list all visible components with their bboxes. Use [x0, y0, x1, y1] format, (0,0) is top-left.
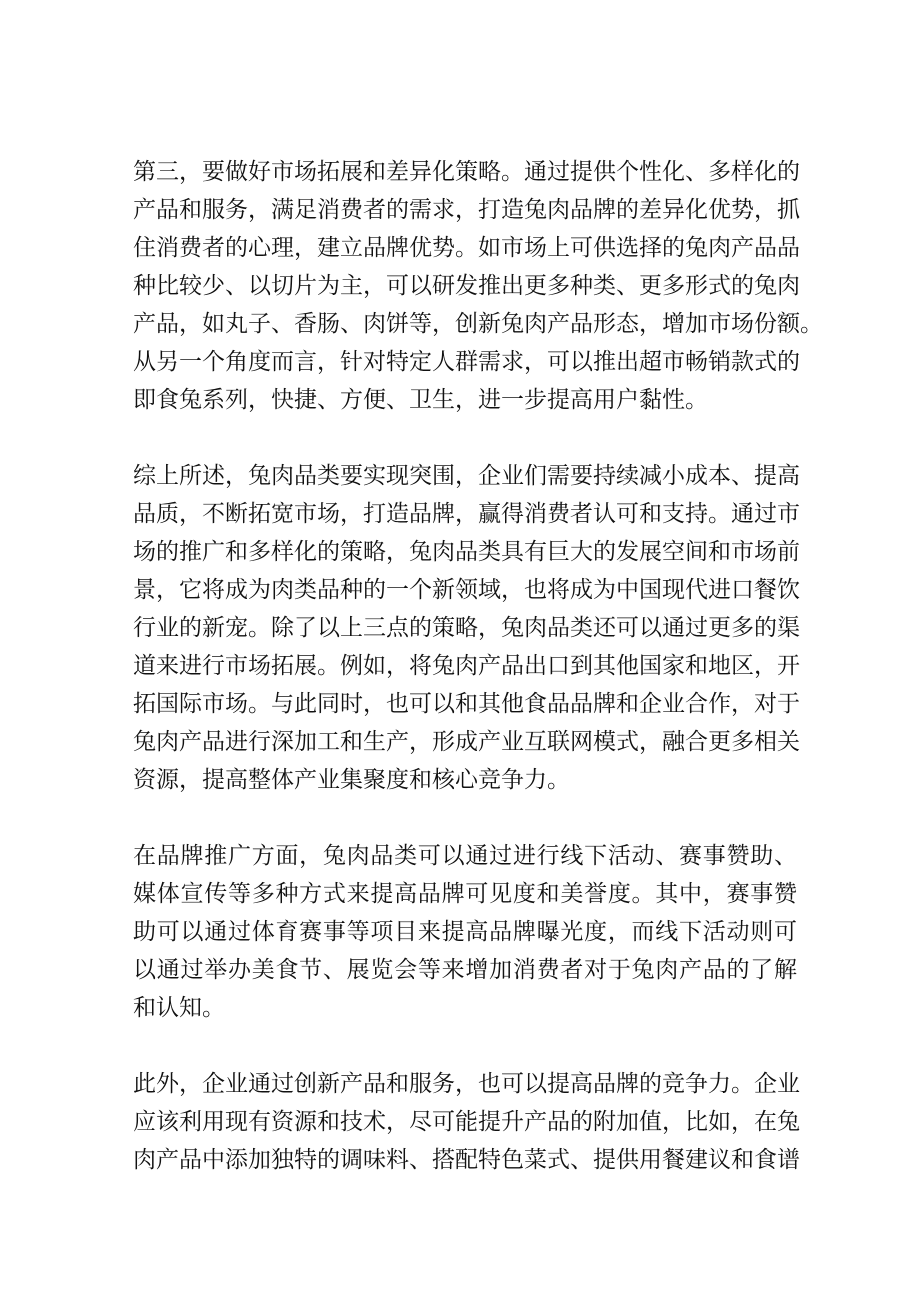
text-line: 从另一个角度而言，针对特定人群需求，可以推出超市畅销款式的 — [133, 349, 800, 375]
text-line: 以通过举办美食节、展览会等来增加消费者对于兔肉产品的了解 — [133, 957, 797, 983]
paragraph-brand-promotion — [133, 837, 797, 1027]
text-line: 应该利用现有资源和技术，尽可能提升产品的附加值，比如，在兔 — [133, 1109, 800, 1135]
text-line: 媒体宣传等多种方式来提高品牌可见度和美誉度。其中，赛事赞 — [133, 881, 797, 907]
text-line: 道来进行市场拓展。例如，将兔肉产品出口到其他国家和地区，开 — [133, 653, 800, 679]
paragraph-innovation — [133, 1065, 800, 1179]
text-line: 第三，要做好市场拓展和差异化策略。通过提供个性化、多样化的 — [133, 159, 800, 185]
paragraph-summary — [133, 457, 800, 799]
document-body — [133, 153, 823, 1217]
text-line: 综上所述，兔肉品类要实现突围，企业们需要持续减小成本、提高 — [133, 463, 800, 489]
text-line: 资源，提高整体产业集聚度和核心竞争力。 — [133, 767, 570, 793]
text-line: 此外，企业通过创新产品和服务，也可以提高品牌的竞争力。企业 — [133, 1071, 800, 1097]
text-line: 住消费者的心理，建立品牌优势。如市场上可供选择的兔肉产品品 — [133, 235, 800, 261]
text-line: 场的推广和多样化的策略，兔肉品类具有巨大的发展空间和市场前 — [133, 539, 800, 565]
text-line: 和认知。 — [133, 995, 225, 1021]
text-line: 即食兔系列，快捷、方便、卫生，进一步提高用户黏性。 — [133, 387, 708, 413]
text-line: 在品牌推广方面，兔肉品类可以通过进行线下活动、赛事赞助、 — [133, 843, 797, 869]
text-line: 兔肉产品进行深加工和生产，形成产业互联网模式，融合更多相关 — [133, 729, 800, 755]
text-line: 产品，如丸子、香肠、肉饼等，创新兔肉产品形态，增加市场份额。 — [133, 311, 823, 337]
text-line: 种比较少、以切片为主，可以研发推出更多种类、更多形式的兔肉 — [133, 273, 800, 299]
text-line: 助可以通过体育赛事等项目来提高品牌曝光度，而线下活动则可 — [133, 919, 797, 945]
text-line: 行业的新宠。除了以上三点的策略，兔肉品类还可以通过更多的渠 — [133, 615, 800, 641]
paragraph-market-expansion — [133, 153, 823, 419]
text-line: 肉产品中添加独特的调味料、搭配特色菜式、提供用餐建议和食谱 — [133, 1147, 800, 1173]
text-line: 拓国际市场。与此同时，也可以和其他食品品牌和企业合作，对于 — [133, 691, 800, 717]
text-line: 景，它将成为肉类品种的一个新领域，也将成为中国现代进口餐饮 — [133, 577, 800, 603]
text-line: 品质，不断拓宽市场，打造品牌，赢得消费者认可和支持。通过市 — [133, 501, 800, 527]
text-line: 产品和服务，满足消费者的需求，打造兔肉品牌的差异化优势，抓 — [133, 197, 800, 223]
